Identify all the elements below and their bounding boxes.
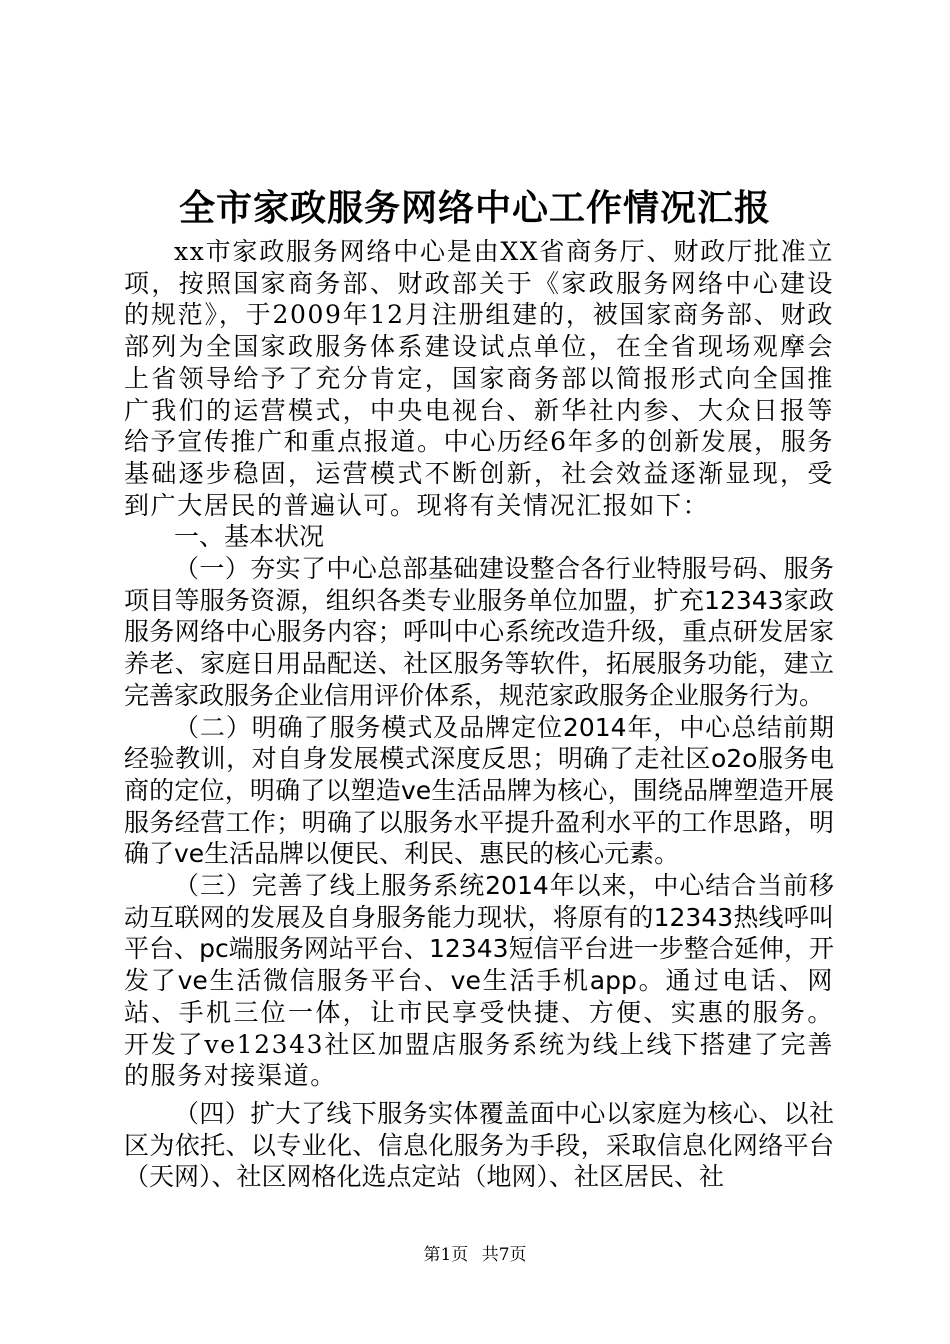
item-4-paragraph: （四）扩大了线下服务实体覆盖面中心以家庭为核心、以社区为依托、以专业化、信息化服务为手段，采取信息化网络平台（天网）、社区网格化选点定站（地网）、社区居民、社 [124, 1098, 834, 1192]
item-3-text-main: （三）完善了线上服务系统2014年以来，中心结合当前移动互联网的发展及自身服务能力现状，将原有的12343热线呼叫平台、pc端服务网站平台、12343短信平台进一步整合延伸，开发了ve生活微信服务平台、ve生活手机app。 [124, 871, 834, 996]
item-3-text-continued: 通过电话、网站、手机三位一体，让市民享受快捷、方便、实惠的服务。开发了ve12343社区加盟店服务系统为线上线下搭建了完善的服务对接渠道。 [124, 966, 834, 1091]
section-heading-basic-status: 一、基本状况 [174, 522, 325, 552]
item-3-paragraph [124, 870, 834, 1092]
document-title: 全市家政服务网络中心工作情况汇报 [178, 187, 771, 229]
item-1-paragraph: （一）夯实了中心总部基础建设整合各行业特服号码、服务项目等服务资源，组织各类专业服务单位加盟，扩充12343家政服务网络中心服务内容；呼叫中心系统改造升级，重点研发居家养老、家庭日用品配送、社区服务等软件，拓展服务功能，建立完善家政服务企业信用评价体系，规范家政服务企业服务行为。 [124, 554, 834, 710]
page-number-current: 第1页 [423, 1245, 469, 1265]
page-number-total: 共7页 [481, 1245, 527, 1265]
page-footer [0, 1240, 950, 1265]
document-body [124, 236, 834, 1193]
intro-paragraph: xx市家政服务网络中心是由XX省商务厅、财政厅批准立项，按照国家商务部、财政部关于《家政服务网络中心建设的规范》，于2009年12月注册组建的，被国家商务部、财政部列为全国家政服务体系建设试点单位，在全省现场观摩会上省领导给予了充分肯定，国家商务部以简报形式向全国推广我们的运营模式，中央电视台、新华社内参、大众日报等给予宣传推广和重点报道。中心历经6年多的创新发展，服务基础逐步稳固，运营模式不断创新，社会效益逐渐显现，受到广大居民的普遍认可。现将有关情况汇报如下： [124, 237, 834, 520]
item-2-paragraph: （二）明确了服务模式及品牌定位2014年，中心总结前期经验教训，对自身发展模式深度反思；明确了走社区o2o服务电商的定位，明确了以塑造ve生活品牌为核心，围绕品牌塑造开展服务经营工作；明确了以服务水平提升盈利水平的工作思路，明确了ve生活品牌以便民、利民、惠民的核心元素。 [124, 712, 834, 869]
